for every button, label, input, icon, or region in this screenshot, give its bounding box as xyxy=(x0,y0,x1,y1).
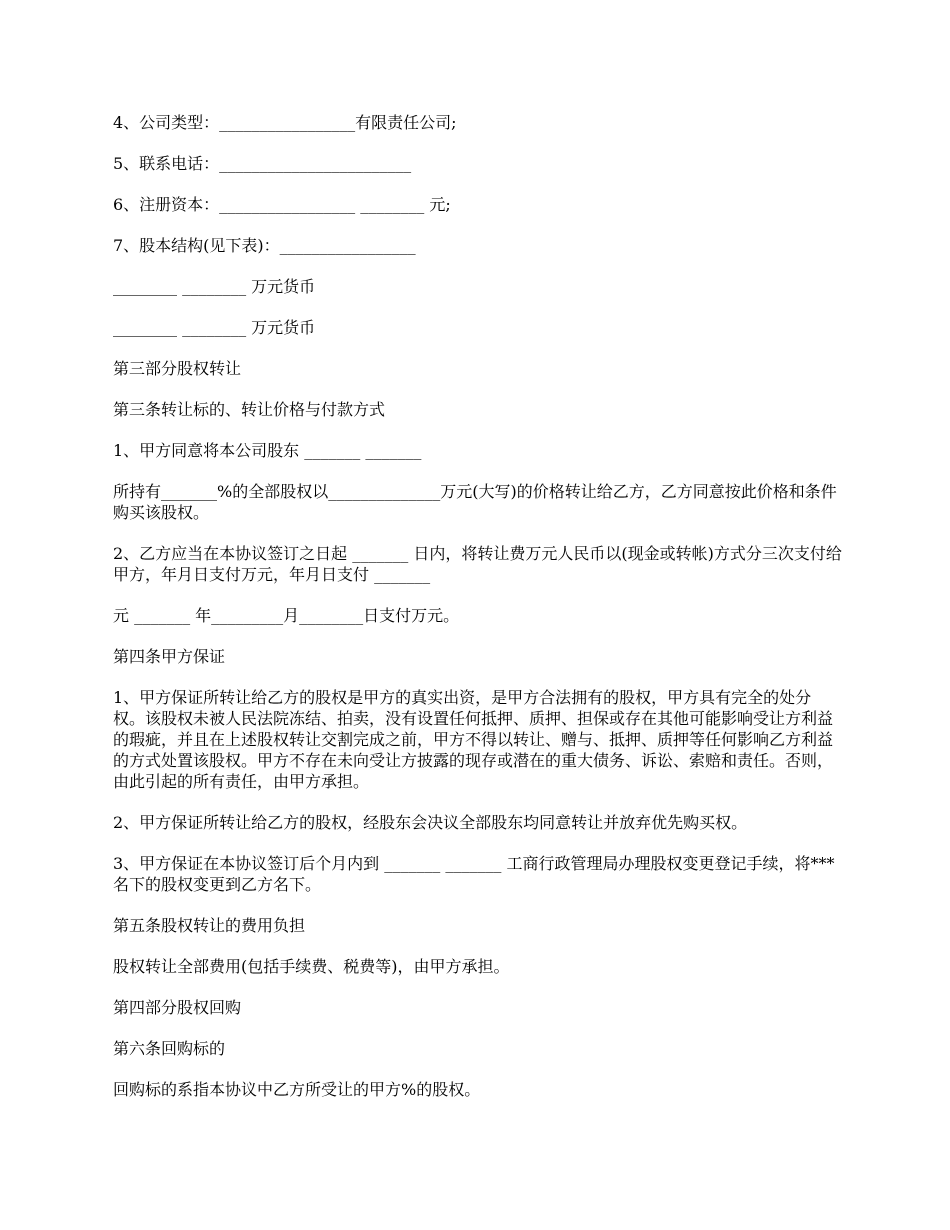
article-3-item-2-continued: 元 _______ 年_________月________日支付万元。 xyxy=(113,606,460,625)
article-5-body: 股权转让全部费用(包括手续费、税费等)，由甲方承担。 xyxy=(113,957,510,976)
section-heading-part-three: 第三部分股权转让 xyxy=(113,359,242,378)
clause-contact-phone: 5、联系电话：________________________ xyxy=(113,154,412,173)
article-6-body: 回购标的系指本协议中乙方所受让的甲方%的股权。 xyxy=(113,1080,481,1099)
article-3-item-1-continued: 所持有_______%的全部股权以______________万元(大写)的价格转让给乙方，乙方同意按此价格和条件购买该股权。 xyxy=(113,482,837,522)
section-heading-part-four: 第四部分股权回购 xyxy=(113,998,242,1017)
article-heading-5: 第五条股权转让的费用负担 xyxy=(113,916,306,935)
clause-registered-capital: 6、注册资本：_________________ ________ 元; xyxy=(113,195,451,214)
equity-row-1: ________ ________ 万元货币 xyxy=(113,277,316,296)
clause-equity-structure: 7、股本结构(见下表)：_________________ xyxy=(113,236,416,255)
article-4-item-3: 3、甲方保证在本协议签订后个月内到 _______ _______ 工商行政管理局办理股权变更登记手续，将***名下的股权变更到乙方名下。 xyxy=(113,854,835,894)
article-3-item-2: 2、乙方应当在本协议签订之日起 _______ 日内，将转让费万元人民币以(现金或转帐)方式分三次支付给甲方，年月日支付万元，年月日支付 _______ xyxy=(113,544,842,584)
equity-row-2: ________ ________ 万元货币 xyxy=(113,318,316,337)
document-page xyxy=(113,112,843,1120)
article-4-item-1: 1、甲方保证所转让给乙方的股权是甲方的真实出资，是甲方合法拥有的股权，甲方具有完全的处分权。该股权未被人民法院冻结、拍卖，没有设置任何抵押、质押、担保或存在其他可能影响受让方利益的瑕疵，并且在上述股权转让交割完成之前，甲方不得以转让、赠与、抵押、质押等任何影响乙方利益的方式处置该股权。甲方不存在未向受让方披露的现存或潜在的重大债务、诉讼、索赔和责任。否则，由此引起的所有责任，由甲方承担。 xyxy=(113,688,834,791)
clause-company-type: 4、公司类型：_________________有限责任公司; xyxy=(113,113,457,132)
article-heading-4: 第四条甲方保证 xyxy=(113,647,226,666)
article-heading-3: 第三条转让标的、转让价格与付款方式 xyxy=(113,400,386,419)
article-4-item-2: 2、甲方保证所转让给乙方的股权，经股东会决议全部股东均同意转让并放弃优先购买权。 xyxy=(113,813,748,832)
article-3-item-1: 1、甲方同意将本公司股东 _______ _______ xyxy=(113,441,422,460)
article-heading-6: 第六条回购标的 xyxy=(113,1039,226,1058)
